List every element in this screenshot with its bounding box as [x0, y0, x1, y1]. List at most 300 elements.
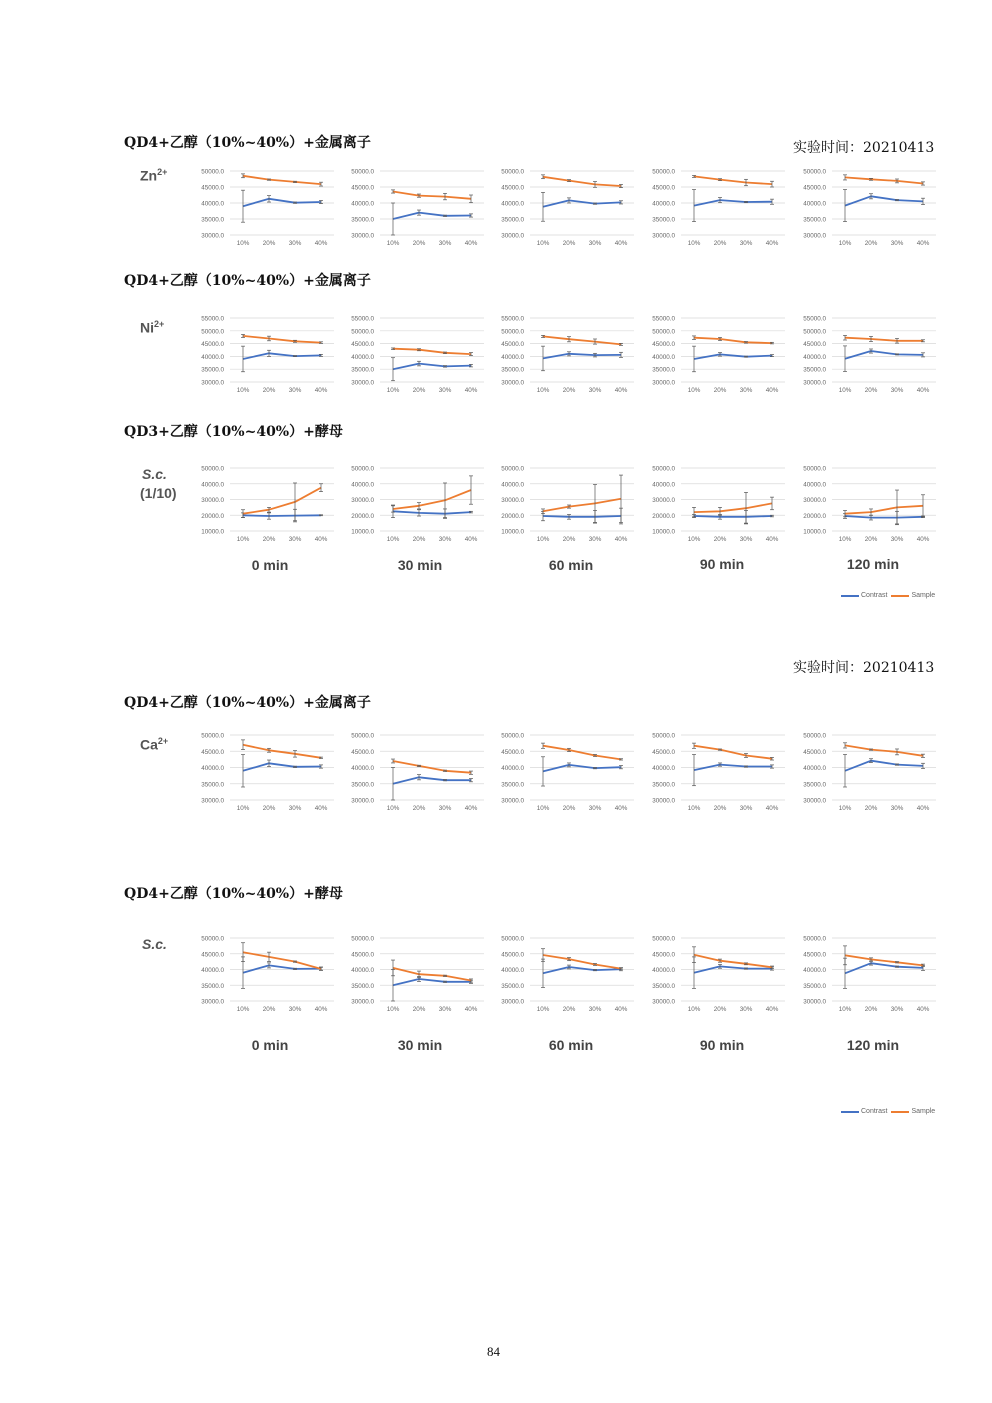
y-tick-label: 50000.0 [652, 168, 675, 176]
y-tick-label: 30000.0 [803, 232, 826, 240]
x-tick-label: 40% [916, 536, 930, 543]
series-line-sample [845, 506, 923, 514]
time-label-0min-2: 0 min [251, 1037, 289, 1053]
y-tick-label: 40000.0 [201, 481, 224, 489]
y-tick-label: 40000.0 [652, 765, 675, 772]
y-tick-label: 40000.0 [351, 353, 374, 361]
chart-3-1 [346, 730, 496, 815]
x-tick-label: 10% [236, 387, 250, 394]
y-tick-label: 40000.0 [652, 200, 675, 208]
series-line-contrast [393, 511, 471, 513]
section-title-ni: QD4+乙醇（10%~40%）+金属离子 [124, 273, 371, 289]
y-tick-label: 40000.0 [201, 200, 224, 208]
series-line-sample [845, 955, 923, 965]
y-tick-label: 40000.0 [652, 481, 675, 489]
series-line-sample [543, 177, 621, 186]
series-line-sample [393, 761, 471, 773]
x-tick-label: 20% [713, 805, 727, 812]
series-line-contrast [243, 763, 321, 771]
x-tick-label: 10% [687, 536, 701, 543]
legend-contrast-swatch [841, 595, 859, 597]
row-label-sc-1-10: S.c. [142, 466, 167, 482]
chart-1-4 [798, 313, 948, 397]
chart-4-3 [647, 933, 797, 1016]
section-title-ca: QD4+乙醇（10%~40%）+金属离子 [124, 695, 371, 711]
y-tick-label: 35000.0 [803, 216, 826, 224]
y-tick-label: 45000.0 [652, 951, 675, 959]
x-tick-label: 10% [386, 387, 400, 394]
chart-4-0 [196, 933, 346, 1016]
y-tick-label: 45000.0 [652, 341, 675, 349]
legend-sample-swatch [891, 595, 909, 597]
chart-legend-2 [841, 1108, 935, 1115]
y-tick-label: 35000.0 [351, 216, 374, 224]
x-tick-label: 30% [739, 536, 753, 543]
x-tick-label: 30% [288, 1006, 302, 1013]
y-tick-label: 35000.0 [201, 366, 224, 374]
y-tick-label: 45000.0 [501, 748, 524, 756]
series-line-sample [543, 336, 621, 344]
y-tick-label: 45000.0 [652, 184, 675, 192]
y-tick-label: 35000.0 [501, 781, 524, 789]
x-tick-label: 40% [765, 240, 779, 247]
chart-2-4 [798, 463, 948, 546]
y-tick-label: 40000.0 [803, 200, 826, 208]
x-tick-label: 30% [890, 1006, 904, 1013]
x-tick-label: 20% [262, 1006, 276, 1013]
x-tick-label: 30% [890, 240, 904, 247]
series-line-contrast [543, 200, 621, 206]
x-tick-label: 30% [588, 805, 602, 812]
x-tick-label: 30% [438, 387, 452, 394]
y-tick-label: 10000.0 [652, 528, 675, 536]
row-label-sc-dilution: (1/10) [140, 485, 177, 501]
chart-4-2 [496, 933, 646, 1016]
series-line-contrast [694, 516, 772, 517]
y-tick-label: 50000.0 [501, 465, 524, 473]
x-tick-label: 20% [864, 387, 878, 394]
x-tick-label: 20% [412, 1006, 426, 1013]
y-tick-label: 20000.0 [803, 512, 826, 520]
x-tick-label: 30% [890, 387, 904, 394]
x-tick-label: 40% [464, 387, 478, 394]
y-tick-label: 20000.0 [501, 512, 524, 520]
y-tick-label: 40000.0 [803, 967, 826, 974]
x-tick-label: 40% [614, 805, 628, 812]
chart-2-2 [496, 463, 646, 546]
y-tick-label: 10000.0 [201, 528, 224, 536]
x-tick-label: 30% [739, 805, 753, 812]
y-tick-label: 35000.0 [501, 366, 524, 374]
chart-1-1 [346, 313, 496, 397]
chart-3-0 [196, 730, 346, 815]
x-tick-label: 20% [713, 387, 727, 394]
x-tick-label: 30% [438, 240, 452, 247]
y-tick-label: 45000.0 [351, 951, 374, 959]
y-tick-label: 10000.0 [351, 528, 374, 536]
x-tick-label: 40% [464, 240, 478, 247]
x-tick-label: 10% [236, 536, 250, 543]
y-tick-label: 35000.0 [351, 982, 374, 990]
x-tick-label: 40% [464, 1006, 478, 1013]
series-line-sample [543, 499, 621, 512]
chart-0-4 [798, 166, 948, 250]
x-tick-label: 10% [536, 1006, 550, 1013]
y-tick-label: 45000.0 [351, 748, 374, 756]
y-tick-label: 50000.0 [501, 168, 524, 176]
x-tick-label: 20% [562, 536, 576, 543]
y-tick-label: 30000.0 [501, 998, 524, 1006]
x-tick-label: 40% [314, 387, 328, 394]
y-tick-label: 40000.0 [803, 481, 826, 489]
x-tick-label: 30% [588, 387, 602, 394]
row-label-ni: $Ni^{2+}$ [140, 319, 165, 336]
y-tick-label: 30000.0 [201, 379, 224, 387]
y-tick-label: 30000.0 [803, 497, 826, 504]
y-tick-label: 40000.0 [201, 353, 224, 361]
y-tick-label: 50000.0 [652, 328, 675, 336]
x-tick-label: 20% [412, 387, 426, 394]
series-line-contrast [845, 196, 923, 205]
y-tick-label: 30000.0 [351, 797, 374, 805]
chart-3-2 [496, 730, 646, 815]
series-line-sample [694, 955, 772, 968]
y-tick-label: 45000.0 [501, 184, 524, 192]
y-tick-label: 30000.0 [501, 232, 524, 240]
x-tick-label: 30% [890, 805, 904, 812]
y-tick-label: 45000.0 [501, 951, 524, 959]
x-tick-label: 40% [916, 805, 930, 812]
x-tick-label: 30% [288, 387, 302, 394]
x-tick-label: 20% [713, 240, 727, 247]
legend-contrast-label-2: Contrast [861, 1108, 888, 1115]
x-tick-label: 30% [288, 240, 302, 247]
chart-2-3 [647, 463, 797, 546]
y-tick-label: 30000.0 [803, 797, 826, 805]
chart-0-1 [346, 166, 496, 250]
y-tick-label: 40000.0 [501, 967, 524, 974]
x-tick-label: 10% [838, 805, 852, 812]
x-tick-label: 10% [687, 387, 701, 394]
y-tick-label: 35000.0 [652, 216, 675, 224]
time-label-60min-2: 60 min [548, 1037, 594, 1053]
y-tick-label: 45000.0 [201, 184, 224, 192]
y-tick-label: 50000.0 [351, 732, 374, 740]
series-line-contrast [543, 516, 621, 517]
x-tick-label: 20% [262, 536, 276, 543]
x-tick-label: 20% [864, 536, 878, 543]
series-line-contrast [845, 351, 923, 359]
chart-2-0 [196, 463, 346, 546]
x-tick-label: 10% [687, 1006, 701, 1013]
series-line-contrast [243, 515, 321, 516]
x-tick-label: 20% [262, 387, 276, 394]
chart-1-2 [496, 313, 646, 397]
x-tick-label: 10% [838, 240, 852, 247]
x-tick-label: 40% [765, 536, 779, 543]
x-tick-label: 40% [614, 1006, 628, 1013]
y-tick-label: 45000.0 [201, 748, 224, 756]
series-line-sample [543, 955, 621, 969]
y-tick-label: 40000.0 [201, 967, 224, 974]
series-line-contrast [393, 979, 471, 985]
y-tick-label: 30000.0 [501, 497, 524, 504]
y-tick-label: 40000.0 [501, 200, 524, 208]
y-tick-label: 35000.0 [803, 366, 826, 374]
y-tick-label: 55000.0 [803, 315, 826, 323]
x-tick-label: 20% [713, 1006, 727, 1013]
series-line-contrast [845, 761, 923, 771]
y-tick-label: 35000.0 [351, 781, 374, 789]
y-tick-label: 30000.0 [201, 232, 224, 240]
y-tick-label: 20000.0 [652, 512, 675, 520]
y-tick-label: 30000.0 [652, 232, 675, 240]
time-label-60min: 60 min [548, 557, 594, 573]
series-line-sample [694, 176, 772, 184]
legend-sample-label-2: Sample [911, 1108, 936, 1115]
series-line-contrast [393, 777, 471, 784]
section-title-zn: QD4+乙醇（10%~40%）+金属离子 [124, 135, 371, 151]
series-line-sample [243, 336, 321, 343]
y-tick-label: 35000.0 [652, 781, 675, 789]
y-tick-label: 40000.0 [201, 765, 224, 772]
chart-3-4 [798, 730, 948, 815]
y-tick-label: 45000.0 [803, 341, 826, 349]
y-tick-label: 45000.0 [201, 341, 224, 349]
y-tick-label: 45000.0 [201, 951, 224, 959]
chart-1-3 [647, 313, 797, 397]
chart-3-3 [647, 730, 797, 815]
chart-1-0 [196, 313, 346, 397]
y-tick-label: 50000.0 [201, 168, 224, 176]
y-tick-label: 30000.0 [501, 797, 524, 805]
y-tick-label: 30000.0 [201, 797, 224, 805]
x-tick-label: 10% [536, 536, 550, 543]
x-tick-label: 10% [386, 805, 400, 812]
series-line-sample [845, 745, 923, 755]
page-number: 84 [487, 1344, 500, 1359]
y-tick-label: 40000.0 [803, 353, 826, 361]
chart-2-1 [346, 463, 496, 546]
series-line-contrast [243, 199, 321, 206]
y-tick-label: 10000.0 [501, 528, 524, 536]
y-tick-label: 35000.0 [652, 982, 675, 990]
x-tick-label: 40% [916, 240, 930, 247]
y-tick-label: 45000.0 [803, 951, 826, 959]
x-tick-label: 20% [562, 387, 576, 394]
y-tick-label: 30000.0 [652, 379, 675, 387]
series-line-contrast [393, 364, 471, 370]
y-tick-label: 30000.0 [201, 497, 224, 504]
y-tick-label: 30000.0 [501, 379, 524, 387]
y-tick-label: 50000.0 [351, 935, 374, 943]
x-tick-label: 30% [288, 536, 302, 543]
x-tick-label: 10% [687, 240, 701, 247]
y-tick-label: 55000.0 [351, 315, 374, 323]
y-tick-label: 50000.0 [351, 168, 374, 176]
y-tick-label: 50000.0 [803, 328, 826, 336]
x-tick-label: 20% [262, 240, 276, 247]
x-tick-label: 40% [464, 805, 478, 812]
series-line-sample [243, 176, 321, 184]
y-tick-label: 50000.0 [351, 465, 374, 473]
y-tick-label: 50000.0 [803, 168, 826, 176]
x-tick-label: 20% [864, 1006, 878, 1013]
time-label-30min-2: 30 min [397, 1037, 443, 1053]
x-tick-label: 30% [739, 387, 753, 394]
x-tick-label: 10% [838, 387, 852, 394]
time-label-120min: 120 min [846, 556, 900, 572]
x-tick-label: 40% [614, 536, 628, 543]
series-line-sample [393, 349, 471, 354]
x-tick-label: 40% [314, 240, 328, 247]
y-tick-label: 40000.0 [351, 765, 374, 772]
y-tick-label: 30000.0 [652, 998, 675, 1006]
series-line-contrast [543, 967, 621, 973]
x-tick-label: 30% [438, 805, 452, 812]
time-label-0min: 0 min [251, 557, 289, 573]
x-tick-label: 10% [838, 1006, 852, 1013]
x-tick-label: 40% [314, 805, 328, 812]
chart-0-3 [647, 166, 797, 250]
time-label-90min-2: 90 min [699, 1037, 745, 1053]
y-tick-label: 35000.0 [351, 366, 374, 374]
x-tick-label: 10% [236, 805, 250, 812]
x-tick-label: 40% [614, 387, 628, 394]
section-title-sc-1-10: QD3+乙醇（10%~40%）+酵母 [124, 424, 343, 440]
y-tick-label: 45000.0 [803, 184, 826, 192]
x-tick-label: 30% [588, 1006, 602, 1013]
y-tick-label: 40000.0 [652, 967, 675, 974]
x-tick-label: 10% [236, 1006, 250, 1013]
x-tick-label: 30% [588, 536, 602, 543]
x-tick-label: 10% [536, 240, 550, 247]
y-tick-label: 40000.0 [351, 481, 374, 489]
y-tick-label: 40000.0 [501, 481, 524, 489]
time-label-30min: 30 min [397, 557, 443, 573]
x-tick-label: 30% [438, 536, 452, 543]
x-tick-label: 40% [314, 1006, 328, 1013]
x-tick-label: 40% [765, 1006, 779, 1013]
y-tick-label: 30000.0 [351, 379, 374, 387]
y-tick-label: 50000.0 [652, 732, 675, 740]
series-line-sample [694, 338, 772, 343]
y-tick-label: 35000.0 [201, 982, 224, 990]
x-tick-label: 40% [314, 536, 328, 543]
x-tick-label: 40% [916, 1006, 930, 1013]
y-tick-label: 40000.0 [351, 967, 374, 974]
y-tick-label: 30000.0 [652, 497, 675, 504]
y-tick-label: 30000.0 [201, 998, 224, 1006]
section-title-sc: QD4+乙醇（10%~40%）+酵母 [124, 886, 343, 902]
x-tick-label: 20% [864, 240, 878, 247]
x-tick-label: 40% [765, 805, 779, 812]
series-line-sample [243, 488, 321, 514]
y-tick-label: 30000.0 [652, 797, 675, 805]
experiment-date-2: 实验时间：20210413 [793, 660, 935, 676]
x-tick-label: 10% [536, 387, 550, 394]
chart-0-0 [196, 166, 346, 250]
x-tick-label: 20% [412, 805, 426, 812]
x-tick-label: 20% [262, 805, 276, 812]
series-line-sample [694, 503, 772, 512]
y-tick-label: 50000.0 [501, 328, 524, 336]
y-tick-label: 35000.0 [201, 216, 224, 224]
y-tick-label: 35000.0 [803, 982, 826, 990]
x-tick-label: 10% [838, 536, 852, 543]
x-tick-label: 10% [236, 240, 250, 247]
y-tick-label: 45000.0 [803, 748, 826, 756]
y-tick-label: 55000.0 [652, 315, 675, 323]
y-tick-label: 50000.0 [652, 935, 675, 943]
x-tick-label: 30% [588, 240, 602, 247]
y-tick-label: 35000.0 [201, 781, 224, 789]
x-tick-label: 10% [386, 240, 400, 247]
time-label-90min: 90 min [699, 556, 745, 572]
legend-sample-label: Sample [911, 592, 936, 599]
y-tick-label: 40000.0 [652, 353, 675, 361]
series-line-sample [543, 746, 621, 760]
series-line-sample [393, 192, 471, 199]
series-line-contrast [543, 765, 621, 772]
x-tick-label: 20% [562, 805, 576, 812]
y-tick-label: 30000.0 [351, 497, 374, 504]
row-label-zn: $Zn^{2+}$ [140, 167, 168, 184]
legend-contrast-swatch-2 [841, 1111, 859, 1113]
y-tick-label: 50000.0 [201, 465, 224, 473]
x-tick-label: 40% [765, 387, 779, 394]
x-tick-label: 20% [562, 240, 576, 247]
y-tick-label: 30000.0 [803, 998, 826, 1006]
legend-contrast-label: Contrast [861, 592, 888, 599]
y-tick-label: 10000.0 [803, 528, 826, 536]
y-tick-label: 50000.0 [803, 732, 826, 740]
y-tick-label: 50000.0 [201, 732, 224, 740]
y-tick-label: 50000.0 [201, 935, 224, 943]
chart-legend-1 [841, 592, 935, 599]
x-tick-label: 30% [438, 1006, 452, 1013]
y-tick-label: 50000.0 [501, 732, 524, 740]
y-tick-label: 35000.0 [501, 982, 524, 990]
series-line-contrast [393, 213, 471, 219]
row-label-ca: $Ca^{2+}$ [140, 736, 169, 753]
row-label-sc: S.c. [142, 936, 167, 952]
chart-4-1 [346, 933, 496, 1016]
x-tick-label: 30% [739, 1006, 753, 1013]
x-tick-label: 20% [412, 536, 426, 543]
series-line-sample [694, 746, 772, 759]
x-tick-label: 20% [562, 1006, 576, 1013]
series-line-contrast [845, 516, 923, 518]
x-tick-label: 20% [412, 240, 426, 247]
y-tick-label: 30000.0 [351, 998, 374, 1006]
x-tick-label: 10% [386, 536, 400, 543]
series-line-sample [845, 338, 923, 341]
y-tick-label: 30000.0 [803, 379, 826, 387]
x-tick-label: 30% [890, 536, 904, 543]
y-tick-label: 45000.0 [351, 341, 374, 349]
y-tick-label: 20000.0 [351, 512, 374, 520]
y-tick-label: 40000.0 [803, 765, 826, 772]
series-line-sample [845, 177, 923, 183]
x-tick-label: 20% [864, 805, 878, 812]
x-tick-label: 40% [614, 240, 628, 247]
y-tick-label: 50000.0 [351, 328, 374, 336]
x-tick-label: 30% [288, 805, 302, 812]
y-tick-label: 50000.0 [652, 465, 675, 473]
x-tick-label: 10% [687, 805, 701, 812]
y-tick-label: 35000.0 [501, 216, 524, 224]
